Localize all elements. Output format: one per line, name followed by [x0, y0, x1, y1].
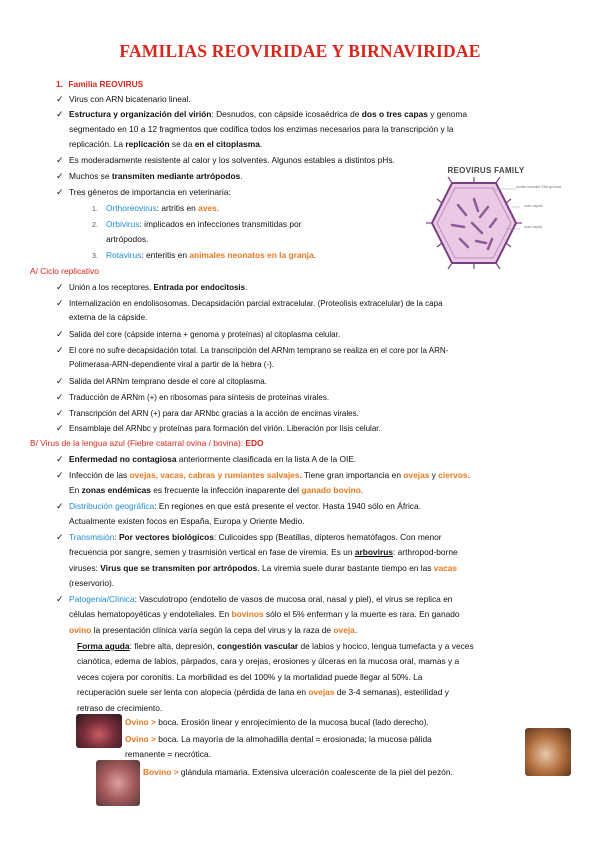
check-icon: ✓ [56, 423, 64, 433]
list-item-continued: segmentado en 10 a 12 fragmentos que codifica todos los enzimas necesarios para la transcripción y la [69, 124, 454, 134]
check-icon: ✓ [56, 470, 64, 480]
list-item: ✓ Patogenia/Clínica: Vasculotropo (endotelio de vasos de mucosa oral, nasal y piel), el virus se replica en [56, 593, 452, 607]
photo-caption: Ovino > boca. Erosión linear y enrojecimiento de la mucosa bucal (lado derecho). [125, 717, 429, 727]
list-item: ✓ Infección de las ovejas, vacas, cabras y rumiantes salvajes. Tiene gran importancia en ovejas y ciervos. [56, 469, 470, 483]
genus-item: 3. Rotavirus: enteritis en animales neonatos en la granja. [92, 250, 316, 260]
list-item: ✓ Estructura y organización del virión: Desnudos, con cápside icosaédrica de dos o tres capas y genoma [56, 108, 566, 122]
check-icon: ✓ [56, 392, 64, 402]
genus-item-continued: artrópodos. [106, 234, 149, 244]
section-b-heading: B/ Virus de la lengua azul (Fiebre catarral ovina / bovina): EDO [30, 438, 264, 448]
list-item: ✓ Salida del ARNm temprano desde el core al citoplasma. [56, 375, 267, 389]
section-a-heading: A/ Ciclo replicativo [30, 266, 99, 276]
check-icon: ✓ [56, 155, 64, 165]
check-icon: ✓ [56, 376, 64, 386]
list-item-continued: externa de la cápside. [69, 313, 148, 322]
check-icon: ✓ [56, 298, 64, 308]
check-icon: ✓ [56, 532, 64, 542]
list-item: ✓ Virus con ARN bicatenario lineal. [56, 93, 191, 107]
check-icon: ✓ [56, 187, 64, 197]
list-item: ✓ Tres géneros de importancia en veterinaria: [56, 186, 231, 200]
list-item: ✓ Distribución geográfica: En regiones en que está presente el vector. Hasta 1940 sólo en África. [56, 500, 421, 514]
photo-caption-continued: remanente = necrótica. [125, 749, 211, 759]
list-item: ✓ Internalización en endolisosomas. Decapsidación parcial extracelular. (Proteolisis extracelular) de la capa [56, 297, 443, 311]
acute-form-line: recuperación suele ser lenta con alopecia (pérdida de lana en ovejas de 3-4 semanas), esterilidad y [77, 687, 449, 697]
page-title: FAMILIAS REOVIRIDAE Y BIRNAVIRIDAE [119, 41, 481, 61]
label-outer-capsid: outer capsid [524, 204, 543, 208]
reovirus-figure [412, 165, 560, 273]
list-item: ✓ Enfermedad no contagiosa anteriormente clasificada en la lista A de la OIE. [56, 453, 356, 467]
acute-form-line: veces cojera por coronitis. La morbilidad es del 100% y la mortalidad puede llegar al 50%. La [77, 672, 423, 682]
list-item-continued: frecuencia por sangre, semen y trasmisión vertical en fase de viremia. Es un arbovirus: arthropod-borne [69, 547, 458, 557]
list-item: ✓ Transmisión: Por vectores biológicos: Culicoides spp (Beatillas, dípteros hematófagos. Con menor [56, 531, 442, 545]
list-item-continued: (reservorio). [69, 578, 115, 588]
check-icon: ✓ [56, 501, 64, 511]
check-icon: ✓ [56, 454, 64, 464]
sheep-dental-pad-photo [525, 728, 571, 776]
list-item-continued: células hematopoyéticas y endoteliales. En bovinos sólo el 5% enferman y la muerte es rara. En ganado [69, 609, 460, 619]
genus-item: 2. Orbivirus: implicados en infecciones transmitidas por [92, 219, 302, 229]
acute-form-line: Forma aguda: fiebre alta, depresión, congestión vascular de labios y hocico, lengua tumefacta y a veces [77, 641, 474, 651]
list-item-continued: Actualmente existen focos en España, Europa y Oriente Medio. [69, 516, 305, 526]
check-icon: ✓ [56, 109, 64, 119]
list-item: ✓ Unión a los receptores. Entrada por endocitosis. [56, 281, 247, 295]
list-item-continued: viruses: Virus que se transmiten por artrópodos. La viremia suele durar bastante tiempo en las vacas [69, 563, 458, 573]
list-item: ✓ Traducción de ARNm (+) en ribosomas para síntesis de proteínas virales. [56, 391, 329, 405]
list-item: ✓ Ensamblaje del ARNbc y proteínas para formación del virión. Liberación por lisis celular. [56, 422, 381, 436]
label-inner-capsid: inner capsid [524, 225, 543, 229]
section-1-heading [56, 78, 143, 91]
section-number: 1. [56, 79, 63, 89]
list-item: ✓ El core no sufre decapsidación total. La transcripción del ARNm temprano se realiza en el core por la ARN- [56, 344, 448, 358]
acute-form-line: cianótica, edema de labios, párpados, cara y orejas, erosiones y úlceras en la mucosa oral, mamas y a [77, 656, 460, 666]
figure-title: REOVIRUS FAMILY [447, 166, 525, 175]
check-icon: ✓ [56, 94, 64, 104]
list-item-continued: En zonas endémicas es frecuente la infección inaparente del ganado bovino. [69, 485, 364, 495]
check-icon: ✓ [56, 282, 64, 292]
list-item-continued: Polimerasa-ARN-dependiente viral a partir de la hebra (-). [69, 360, 274, 369]
edo-badge: EDO [245, 438, 264, 448]
acute-form-line: retraso de crecimiento. [77, 703, 163, 713]
list-item: ✓ Muchos se transmiten mediante artrópodos. [56, 170, 243, 184]
list-item: ✓ Es moderadamente resistente al calor y los solventes. Algunos estables a distintos pHs. [56, 154, 395, 168]
genus-item: 1. Orthoreovirus: artritis en aves. [92, 203, 220, 213]
check-icon: ✓ [56, 594, 64, 604]
list-item-continued: ovino la presentación clínica varía según la cepa del virus y la raza de oveja. [69, 625, 358, 635]
photo-caption: Bovino > glándula mamaria. Extensiva ulceración coalescente de la piel del pezón. [143, 767, 453, 777]
check-icon: ✓ [56, 408, 64, 418]
list-item: ✓ Salida del core (cápside interna + genoma y proteínas) al citoplasma celular. [56, 328, 340, 342]
check-icon: ✓ [56, 171, 64, 181]
list-item-continued: replicación. La replicación se da en el citoplasma. [69, 139, 263, 149]
bovine-udder-photo [96, 760, 140, 806]
check-icon: ✓ [56, 329, 64, 339]
sheep-mouth-photo [76, 714, 122, 748]
list-item: ✓ Transcripción del ARN (+) para dar ARNbc gracias a la acción de encimas virales. [56, 407, 359, 421]
photo-caption: Ovino > boca. La mayoría de la almohadilla dental = erosionada; la mucosa pálida [125, 734, 432, 744]
section-title: Familia REOVIRUS [68, 79, 144, 89]
label-genome: double stranded RNA genome [516, 185, 562, 189]
check-icon: ✓ [56, 345, 64, 355]
